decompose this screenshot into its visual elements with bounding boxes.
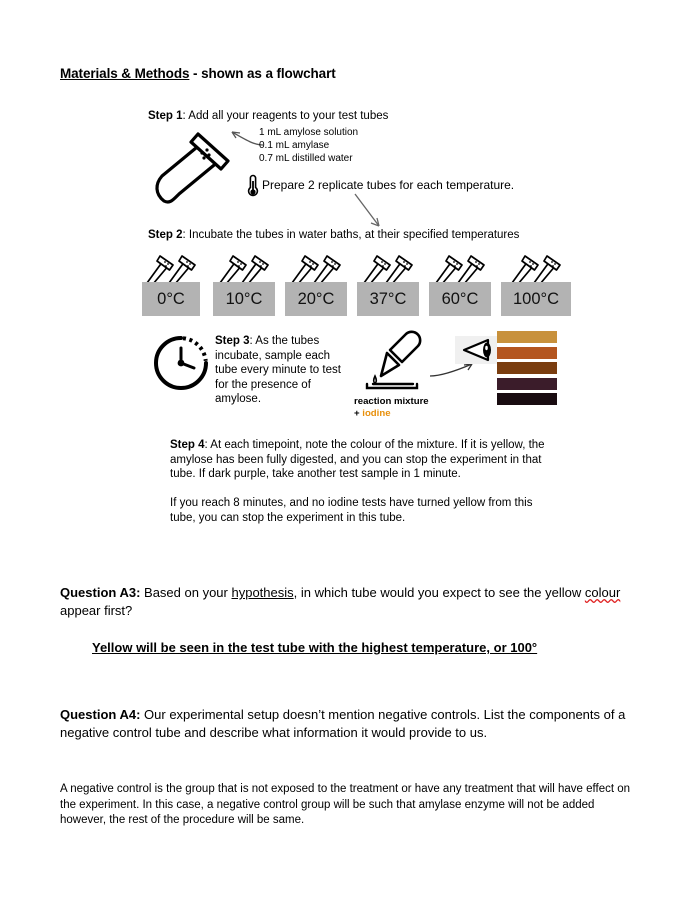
- colour-swatch-dark-purple: [497, 378, 557, 390]
- step2-heading: [148, 228, 519, 242]
- water-bath: [357, 248, 419, 316]
- water-bath-temperature-label: 37°C: [369, 289, 407, 308]
- thermometer-icon: [246, 174, 260, 198]
- water-bath-temperature-label: 20°C: [297, 289, 335, 308]
- test-tube-pair-icon: [216, 250, 272, 284]
- iodine-plus: +: [354, 408, 363, 419]
- water-bath: [501, 248, 571, 316]
- water-bath-box: [213, 282, 275, 316]
- water-bath-temperature-label: 60°C: [441, 289, 479, 308]
- reagent-item: 0.1 mL amylase: [259, 140, 330, 151]
- answer-a4: A negative control is the group that is not exposed to the treatment or have any treatment that will have effect on the experiment. In this case, a negative control group will be such that amylase enzyme will not be added however, the rest of the procedure will be same.: [60, 783, 631, 826]
- iodine-text: iodine: [362, 408, 391, 419]
- reagent-item: 0.7 mL distilled water: [259, 153, 353, 164]
- colour-swatch-dark-brown: [497, 362, 557, 374]
- clock-icon: [152, 334, 210, 392]
- step1-label: Step 1: [148, 110, 183, 122]
- water-bath-box: [429, 282, 491, 316]
- mixture-text: reaction mixture: [354, 396, 429, 407]
- step3-label: Step 3: [215, 335, 250, 347]
- step4-paragraph-1: [170, 438, 552, 482]
- page-title-underlined: Materials & Methods: [60, 66, 190, 81]
- observation-panel: [455, 336, 497, 364]
- test-tube-pair-icon: [143, 250, 199, 284]
- question-a3-underlined-word: hypothesis: [231, 585, 294, 600]
- iodine-line: [354, 408, 429, 420]
- step2-label: Step 2: [148, 229, 183, 241]
- water-bath-box: [501, 282, 571, 316]
- colour-swatch-near-black: [497, 393, 557, 405]
- test-tube-pair-icon: [288, 250, 344, 284]
- step1-heading: [148, 109, 388, 123]
- question-a3-text-2: , in which tube would you expect to see the yellow: [293, 585, 585, 600]
- step4-label: Step 4: [170, 439, 205, 451]
- test-tube-icon: [146, 128, 241, 206]
- dropper-icon: [355, 330, 435, 392]
- water-bath-box: [142, 282, 200, 316]
- bath-tubes: [360, 250, 416, 284]
- colour-scale: [497, 331, 557, 409]
- step4-text-1: : At each timepoint, note the colour of the mixture. If it is yellow, the amylose has been fully digested, and you can stop the experiment in that tube. If dark purple, take another test sample in 1 minute.: [170, 439, 545, 481]
- reaction-mixture-label: [354, 396, 429, 420]
- question-a4: [60, 706, 642, 741]
- water-bath-temperature-label: 100°C: [512, 289, 560, 308]
- question-a4-text: Our experimental setup doesn’t mention negative controls. List the components of a negative control tube and describe what information it would provide to us.: [60, 707, 626, 740]
- answer-a3: Yellow will be seen in the test tube with the highest temperature, or 100°: [92, 640, 538, 655]
- reagent-item: 1 mL amylose solution: [259, 127, 359, 138]
- bath-tubes: [143, 250, 199, 284]
- water-bath-box: [357, 282, 419, 316]
- step3-heading: [215, 334, 345, 407]
- flow-arrow-icon: [352, 192, 386, 232]
- spellcheck-word: colour: [584, 585, 621, 600]
- colour-swatch-yellow-amber: [497, 331, 557, 343]
- water-bath: [429, 248, 491, 316]
- bath-tubes: [432, 250, 488, 284]
- step1-heading-text: : Add all your reagents to your test tubes: [182, 110, 389, 122]
- water-bath-temperature-label: 0°C: [157, 289, 185, 308]
- question-a3-label: Question A3:: [60, 585, 141, 600]
- bath-tubes: [288, 250, 344, 284]
- bath-tubes: [508, 250, 564, 284]
- reagent-list: [259, 126, 358, 165]
- test-tube-pair-icon: [508, 250, 564, 284]
- page-title: [60, 66, 336, 81]
- eye-icon: [455, 336, 497, 364]
- page-title-rest: - shown as a flowchart: [189, 66, 336, 81]
- step4-block: [170, 438, 552, 525]
- water-bath: [142, 248, 200, 316]
- colour-swatch-burnt-orange: [497, 347, 557, 359]
- water-bath-box: [285, 282, 347, 316]
- replicate-note: Prepare 2 replicate tubes for each temperature.: [262, 178, 515, 192]
- question-a3: [60, 584, 636, 619]
- test-tube-pair-icon: [432, 250, 488, 284]
- water-bath: [213, 248, 275, 316]
- step4-paragraph-2: If you reach 8 minutes, and no iodine tests have turned yellow from this tube, you can stop the experiment in this tube.: [170, 497, 533, 524]
- test-tube-pair-icon: [360, 250, 416, 284]
- question-a3-text-1: Based on your: [140, 585, 232, 600]
- water-bath-temperature-label: 10°C: [225, 289, 263, 308]
- step2-heading-text: : Incubate the tubes in water baths, at their specified temperatures: [182, 229, 520, 241]
- step3-heading-text: : As the tubes incubate, sample each tube every minute to test for the presence of amylose.: [215, 335, 341, 406]
- water-bath: [285, 248, 347, 316]
- bath-tubes: [216, 250, 272, 284]
- question-a4-label: Question A4:: [60, 707, 141, 722]
- water-bath-row: [142, 248, 572, 316]
- question-a3-text-3: appear first?: [60, 602, 133, 618]
